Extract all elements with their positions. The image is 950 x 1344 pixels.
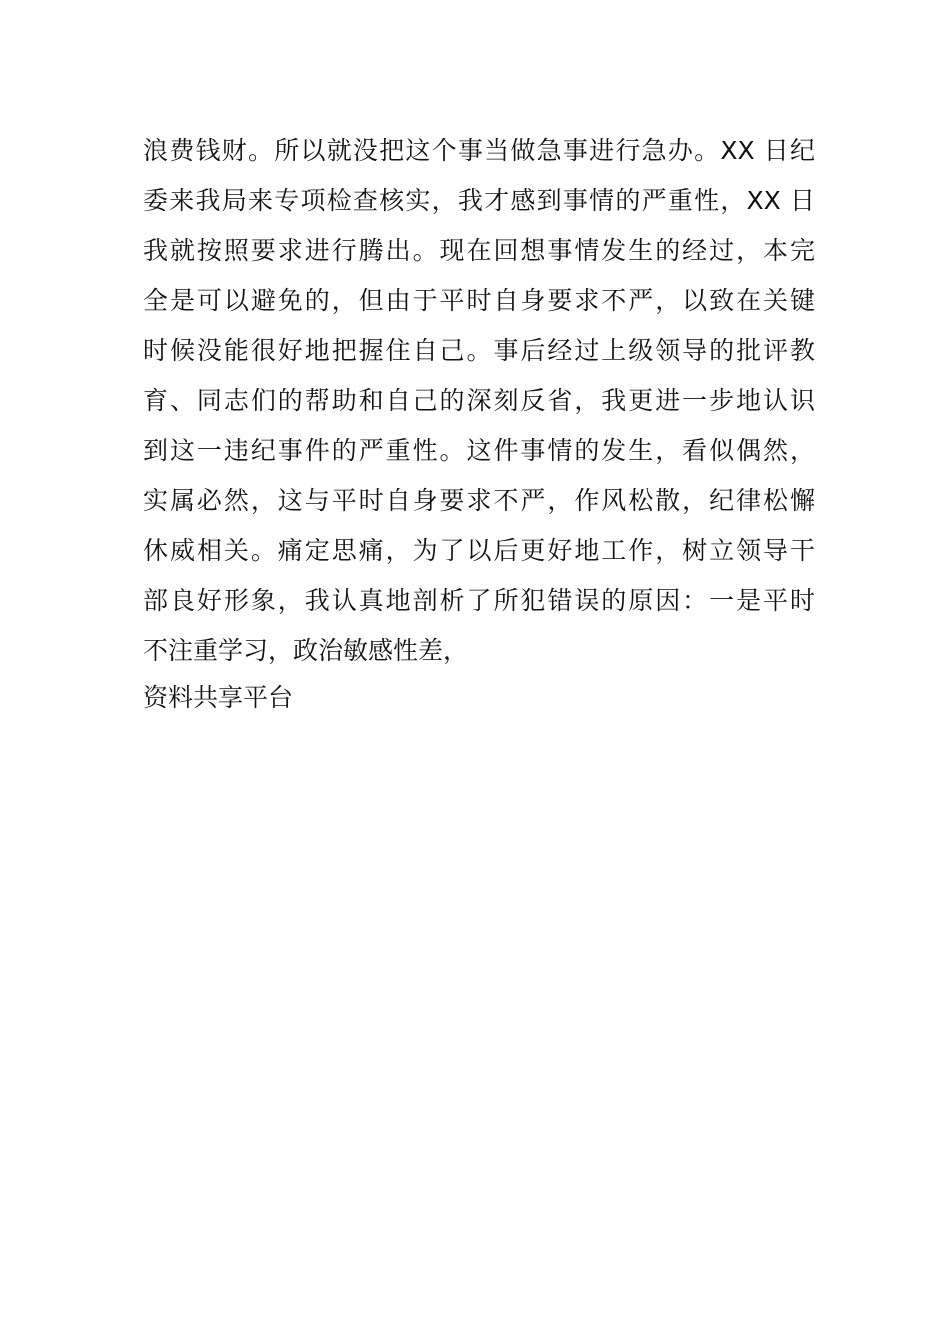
footer-text: 资料共享平台 <box>143 683 294 712</box>
text-line-7: 到这一违纪事件的严重性。这件事情的发生，看似偶然， <box>143 436 815 465</box>
text-line-9: 休威相关。痛定思痛，为了以后更好地工作，树立领导干 <box>143 536 815 565</box>
text-line-10: 部良好形象，我认真地剖析了所犯错误的原因：一是平时 <box>143 586 815 615</box>
text-line-3: 我就按照要求进行腾出。现在回想事情发生的经过，本完 <box>143 236 815 265</box>
document-body <box>143 126 815 720</box>
text-line-1: 浪费钱财。所以就没把这个事当做急事进行急办。XX 日纪 <box>143 136 815 165</box>
text-line-6: 育、同志们的帮助和自己的深刻反省，我更进一步地认识 <box>143 386 815 415</box>
text-line-4: 全是可以避免的，但由于平时自身要求不严，以致在关键 <box>143 286 815 315</box>
text-line-5: 时候没能很好地把握住自己。事后经过上级领导的批评教 <box>143 336 815 365</box>
text-line-2: 委来我局来专项检查核实，我才感到事情的严重性，XX 日 <box>143 186 815 215</box>
text-line-11: 不注重学习，政治敏感性差， <box>143 636 469 665</box>
text-line-8: 实属必然，这与平时自身要求不严，作风松散，纪律松懈 <box>143 486 815 515</box>
